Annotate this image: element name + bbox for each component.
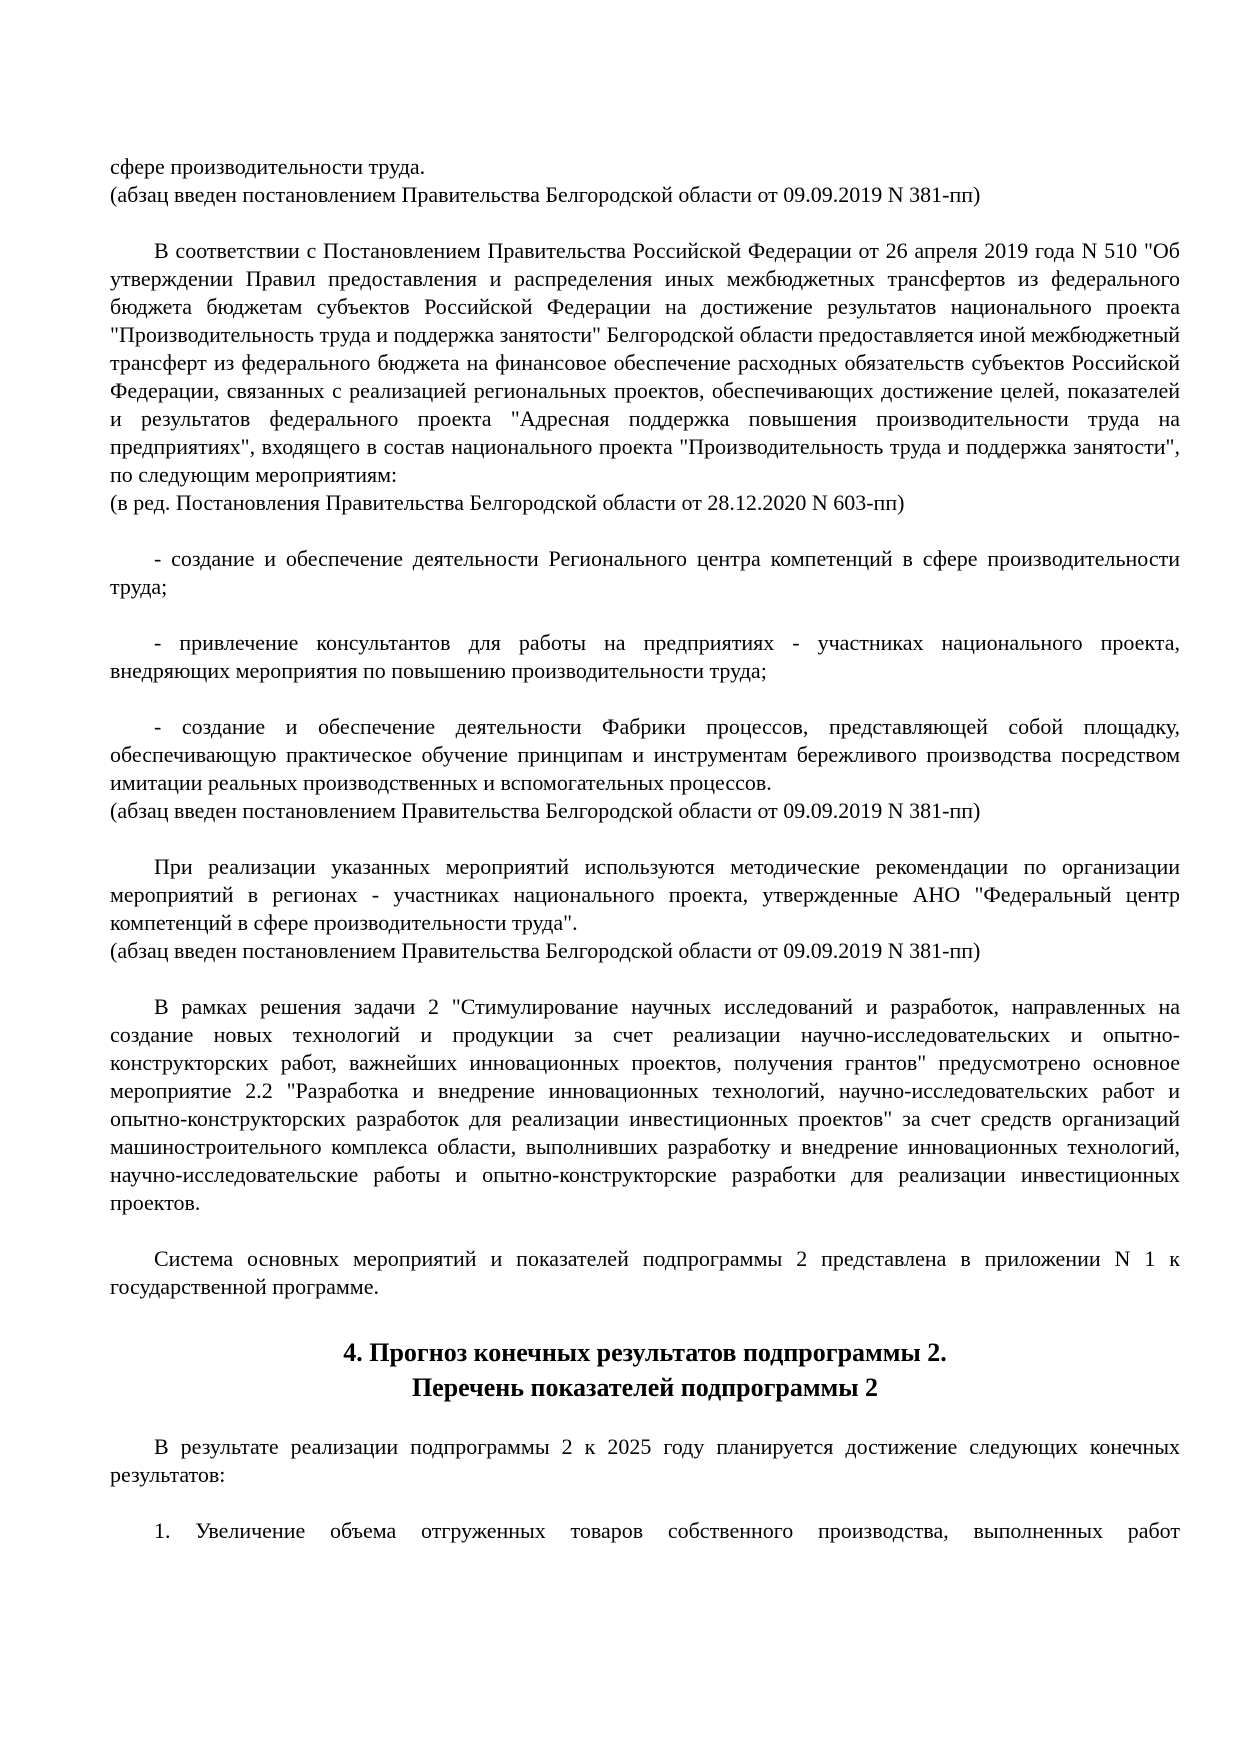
paragraph: При реализации указанных мероприятий используются методические рекомендации по организации мероприятий в регионах - участниках национального проекта, утвержденные АНО "Федеральный центр компетенций в сфере производительности труда". (110, 854, 1180, 935)
section-heading (110, 1335, 1180, 1405)
paragraph: В соответствии с Постановлением Правительства Российской Федерации от 26 апреля 2019 года N 510 "Об утверждении Правил предоставления и распределения иных межбюджетных трансфертов из федерального бюджета бюджетам субъектов Российской Федерации на достижение результатов национального проекта "Производительность труда и поддержка занятости" Белгородской области предоставляется иной межбюджетный трансферт из федерального бюджета на финансовое обеспечение расходных обязательств субъектов Российской Федерации, связанных с реализацией региональных проектов, обеспечивающих достижение целей, показателей и результатов федерального проекта "Адресная поддержка повышения производительности труда на предприятиях", входящего в состав национального проекта "Производительность труда и поддержка занятости", по следующим мероприятиям: (110, 238, 1180, 487)
list-item-paragraph: - привлечение консультантов для работы на предприятиях - участниках национального проекта, внедряющих мероприятия по повышению производительности труда; (110, 630, 1180, 683)
paragraph-continuation: сфере производительности труда. (110, 154, 426, 179)
amendment-note: (абзац введен постановлением Правительства Белгородской области от 09.09.2019 N 381-пп) (110, 938, 981, 963)
amendment-note: (абзац введен постановлением Правительства Белгородской области от 09.09.2019 N 381-пп) (110, 798, 981, 823)
paragraph-page-break: 1. Увеличение объема отгруженных товаров собственного производства, выполненных работ (154, 1518, 1180, 1543)
section-heading-line-1: 4. Прогноз конечных результатов подпрограммы 2. (343, 1338, 947, 1367)
section-heading-line-2: Перечень показателей подпрограммы 2 (411, 1373, 879, 1402)
list-item-paragraph: - создание и обеспечение деятельности Регионального центра компетенций в сфере производительности труда; (110, 546, 1180, 599)
paragraph: Система основных мероприятий и показателей подпрограммы 2 представлена в приложении N 1 к государственной программе. (110, 1246, 1180, 1299)
amendment-note: (в ред. Постановления Правительства Белгородской области от 28.12.2020 N 603-пп) (110, 490, 905, 515)
amendment-note: (абзац введен постановлением Правительства Белгородской области от 09.09.2019 N 381-пп) (110, 182, 981, 207)
list-item-paragraph: - создание и обеспечение деятельности Фабрики процессов, представляющей собой площадку, обеспечивающую практическое обучение принципам и инструментам бережливого производства посредством имитации реальных производственных и вспомогательных процессов. (110, 714, 1180, 795)
paragraph: В результате реализации подпрограммы 2 к 2025 году планируется достижение следующих конечных результатов: (110, 1434, 1180, 1487)
paragraph: В рамках решения задачи 2 "Стимулирование научных исследований и разработок, направленных на создание новых технологий и продукции за счет реализации научно-исследовательских и опытно-конструкторских работ, важнейших инновационных проектов, получения грантов" предусмотрено основное мероприятие 2.2 "Разработка и внедрение инновационных технологий, научно-исследовательских работ и опытно-конструкторских разработок для реализации инвестиционных проектов" за счет средств организаций машиностроительного комплекса области, выполнивших разработку и внедрение инновационных технологий, научно-исследовательские работы и опытно-конструкторские разработки для реализации инвестиционных проектов. (110, 994, 1180, 1215)
